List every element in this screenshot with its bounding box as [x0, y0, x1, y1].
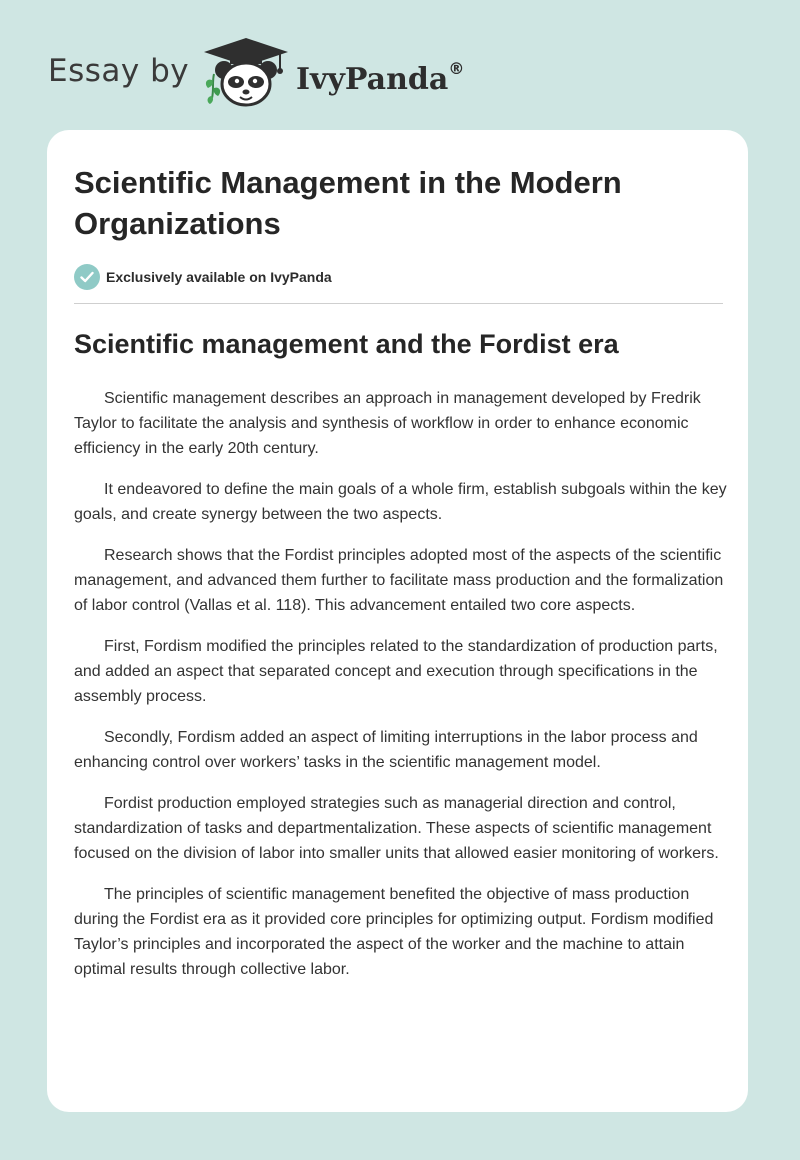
- registered-mark: ®: [448, 59, 465, 78]
- paragraph-6: Fordist production employed strategies such as managerial direction and control, standardization of tasks and departmentalization. These aspects of scientific management focused on the division of labor into smaller units that allowed easier monitoring of workers.: [74, 795, 719, 862]
- divider: [74, 303, 723, 304]
- essay-card: [47, 130, 748, 1112]
- site-header: [0, 0, 800, 130]
- paragraph-7: The principles of scientific management benefited the objective of mass production during the Fordist era as it provided core principles for optimizing output. Fordism modified Taylor’s principles and incorporated the aspect of the worker and the machine to attain optimal results through collective labor.: [74, 886, 714, 978]
- section-heading: Scientific management and the Fordist era: [74, 329, 619, 359]
- brand-text: IvyPanda: [296, 62, 449, 97]
- paragraph-2: It endeavored to define the main goals of a whole firm, establish subgoals within the key goals, and create synergy between the two aspects.: [74, 481, 727, 523]
- panda-graduate-icon[interactable]: [200, 36, 292, 108]
- paragraph-1: Scientific management describes an approach in management developed by Fredrik Taylor to facilitate the analysis and synthesis of workflow in order to enhance economic efficiency in the early 20th century.: [74, 390, 701, 457]
- brand-name[interactable]: [296, 54, 464, 99]
- essay-body: [74, 386, 729, 998]
- essay-title: Scientific Management in the Modern Organizations: [74, 165, 622, 241]
- exclusive-label: Exclusively available on IvyPanda: [106, 269, 332, 285]
- exclusive-badge: [74, 263, 332, 291]
- paragraph-4: First, Fordism modified the principles related to the standardization of production parts, and added an aspect that separated concept and execution through specifications in the assembly process.: [74, 638, 718, 705]
- paragraph-5: Secondly, Fordism added an aspect of limiting interruptions in the labor process and enhancing control over workers’ tasks in the scientific management model.: [74, 729, 698, 771]
- essay-by-label: Essay by: [48, 53, 190, 89]
- paragraph-3: Research shows that the Fordist principles adopted most of the aspects of the scientific management, and advanced them further to facilitate mass production and the formalization of labor control (Vallas et al. 118). This advancement entailed two core aspects.: [74, 547, 724, 614]
- check-icon: [74, 264, 100, 290]
